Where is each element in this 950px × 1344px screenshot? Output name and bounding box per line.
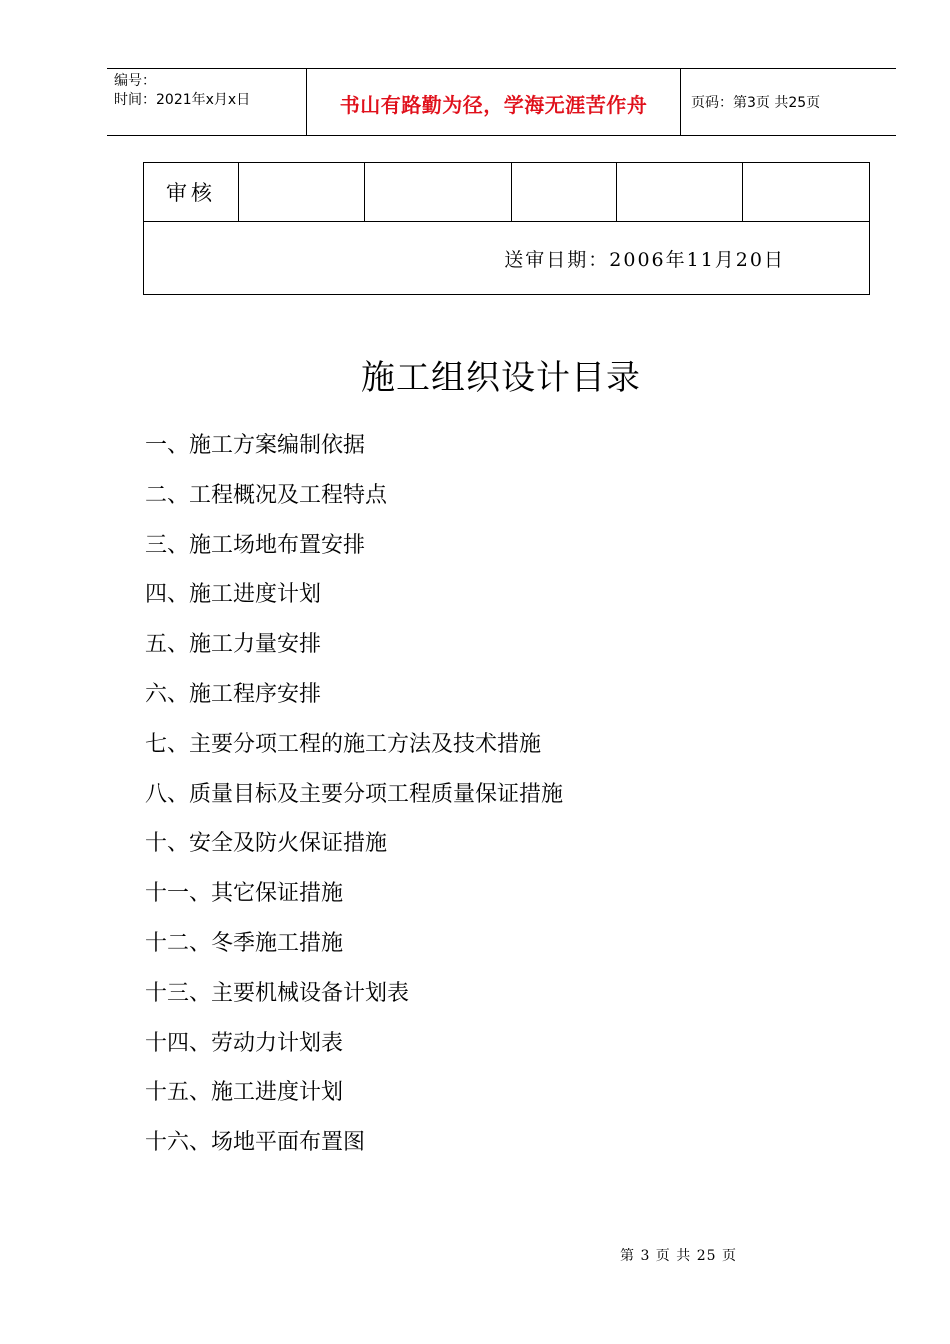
review-cell — [512, 163, 617, 222]
header-page-info: 页码：第3页 共25页 — [691, 95, 821, 111]
toc-item: 十一、其它保证措施 — [145, 881, 344, 907]
toc-item: 十三、主要机械设备计划表 — [145, 980, 410, 1006]
review-row — [144, 163, 870, 222]
toc-item: 六、施工程序安排 — [145, 681, 322, 707]
header-meta — [107, 69, 307, 135]
toc-item: 三、施工场地布置安排 — [145, 532, 366, 558]
header-motto: 书山有路勤为径，学海无涯苦作舟 — [307, 69, 681, 135]
review-table — [143, 162, 870, 295]
toc-item: 七、主要分项工程的施工方法及技术措施 — [145, 731, 542, 757]
running-header — [107, 68, 896, 136]
table-of-contents — [145, 428, 563, 1175]
toc-item: 五、施工力量安排 — [145, 632, 322, 658]
review-cell — [743, 163, 870, 222]
page-title: 施工组织设计目录 — [361, 358, 641, 398]
review-cell — [617, 163, 743, 222]
review-label: 审核 — [144, 163, 239, 222]
toc-item: 八、质量目标及主要分项工程质量保证措施 — [145, 781, 564, 807]
document-number-label: 编号： — [114, 73, 156, 89]
toc-item: 十、安全及防火保证措施 — [145, 831, 388, 857]
review-cell — [365, 163, 512, 222]
review-cell — [239, 163, 365, 222]
page-footer: 第 3 页 共 25 页 — [620, 1248, 737, 1264]
toc-item: 十二、冬季施工措施 — [145, 930, 344, 956]
toc-item: 十五、施工进度计划 — [145, 1080, 344, 1106]
toc-item: 十四、劳动力计划表 — [145, 1030, 344, 1056]
submit-date-row — [144, 222, 870, 295]
toc-item: 十六、场地平面布置图 — [145, 1130, 366, 1156]
document-date-label: 时间：2021年x月x日 — [114, 92, 251, 108]
toc-item: 四、施工进度计划 — [145, 582, 322, 608]
submit-date: 送审日期：2006年11月20日 — [144, 222, 870, 295]
toc-item: 一、施工方案编制依据 — [145, 433, 366, 458]
toc-item: 二、工程概况及工程特点 — [145, 482, 388, 508]
